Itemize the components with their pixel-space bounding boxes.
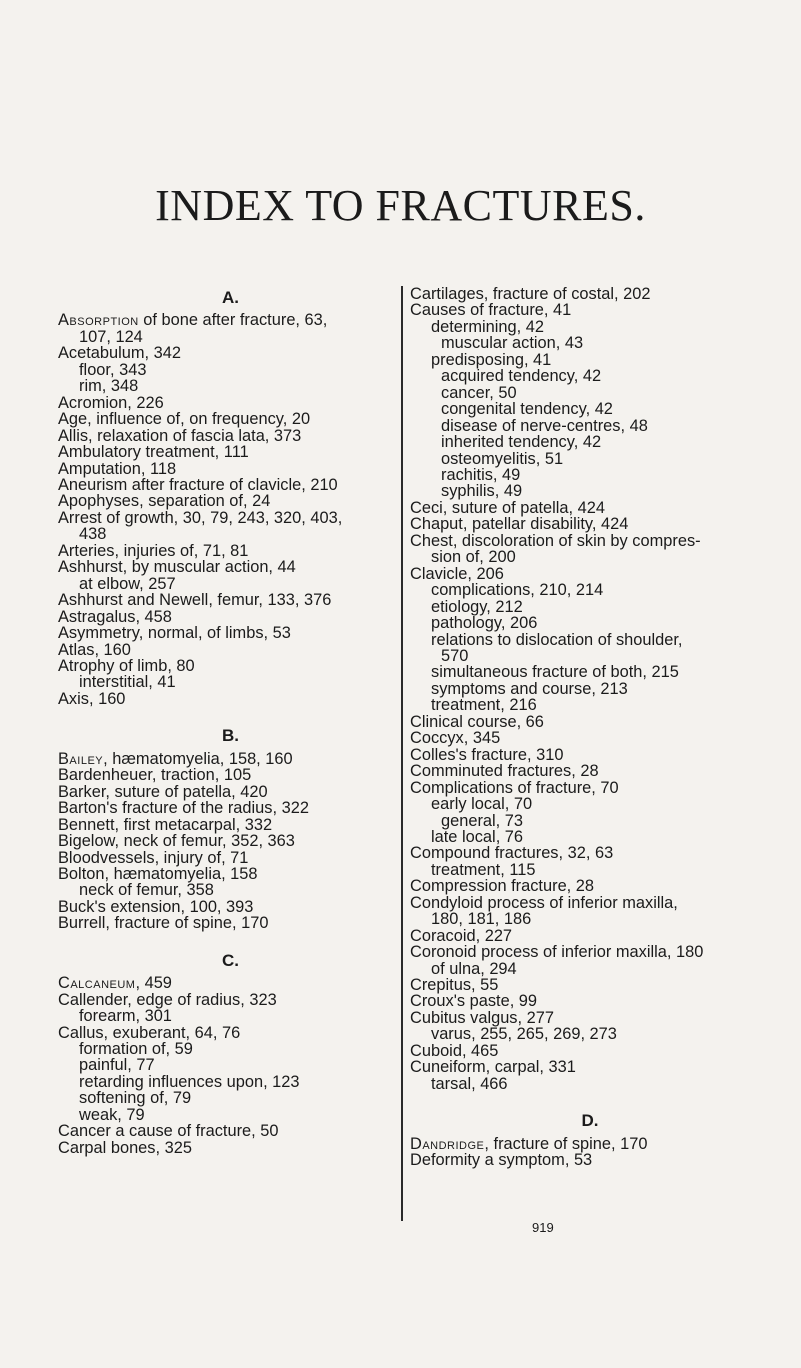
entry-text: Axis, 160 bbox=[58, 689, 126, 708]
index-entry bbox=[410, 845, 770, 861]
index-entry bbox=[58, 576, 403, 592]
index-entry bbox=[410, 714, 770, 730]
index-entry bbox=[410, 401, 770, 417]
entry-text: Allis, relaxation of fascia lata, 373 bbox=[58, 426, 302, 445]
index-entry bbox=[58, 767, 403, 783]
entry-text: Bloodvessels, injury of, 71 bbox=[58, 848, 249, 867]
index-entry bbox=[58, 609, 403, 625]
entry-text: Compression fracture, 28 bbox=[410, 877, 595, 896]
index-entry bbox=[410, 681, 770, 697]
index-entry bbox=[410, 928, 770, 944]
index-entry bbox=[58, 800, 403, 816]
entry-text: Colles's fracture, 310 bbox=[410, 745, 564, 764]
entry-text: at elbow, 257 bbox=[79, 574, 176, 593]
entry-text: Buck's extension, 100, 393 bbox=[58, 897, 254, 916]
index-entry bbox=[58, 1107, 403, 1123]
entry-text: Clavicle, 206 bbox=[410, 564, 504, 583]
entry-text: 570 bbox=[441, 646, 469, 665]
entry-text: late local, 76 bbox=[431, 827, 524, 846]
entry-text: Atrophy of limb, 80 bbox=[58, 656, 195, 675]
index-entry bbox=[410, 763, 770, 779]
index-entry bbox=[58, 312, 403, 328]
index-entry bbox=[410, 648, 770, 664]
index-entry bbox=[58, 1090, 403, 1106]
entry-text: simultaneous fracture of both, 215 bbox=[431, 663, 679, 682]
entry-text: Carpal bones, 325 bbox=[58, 1138, 192, 1157]
entry-text: 180, 181, 186 bbox=[431, 910, 532, 929]
index-entry bbox=[58, 658, 403, 674]
index-entry bbox=[410, 961, 770, 977]
entry-text: Causes of fracture, 41 bbox=[410, 301, 572, 320]
index-entry bbox=[58, 674, 403, 690]
index-entry bbox=[58, 329, 403, 345]
entry-text: Chest, discoloration of skin by compres- bbox=[410, 531, 701, 550]
index-entry bbox=[410, 1010, 770, 1026]
page-number: 919 bbox=[532, 1220, 554, 1235]
index-entry bbox=[58, 526, 403, 542]
entry-text: Comminuted fractures, 28 bbox=[410, 762, 599, 781]
index-entry bbox=[58, 345, 403, 361]
entry-text: disease of nerve-centres, 48 bbox=[441, 416, 648, 435]
entry-text: symptoms and course, 213 bbox=[431, 679, 628, 698]
entry-text: Cuboid, 465 bbox=[410, 1041, 499, 1060]
entry-text: Aneurism after fracture of clavicle, 210 bbox=[58, 475, 338, 494]
index-entry bbox=[58, 817, 403, 833]
index-entry bbox=[58, 1057, 403, 1073]
index-entry bbox=[410, 385, 770, 401]
index-entry bbox=[58, 751, 403, 767]
entry-text: Barton's fracture of the radius, 322 bbox=[58, 799, 309, 818]
entry-text: Chaput, patellar disability, 424 bbox=[410, 515, 629, 534]
entry-text: muscular action, 43 bbox=[441, 334, 584, 353]
section-letter: C. bbox=[222, 950, 239, 970]
entry-text: Cancer a cause of fracture, 50 bbox=[58, 1122, 279, 1141]
index-entry bbox=[410, 451, 770, 467]
index-entry bbox=[58, 444, 403, 460]
index-entry bbox=[58, 992, 403, 1008]
index-entry bbox=[410, 730, 770, 746]
entry-text: Bigelow, neck of femur, 352, 363 bbox=[58, 832, 295, 851]
entry-text: etiology, 212 bbox=[431, 597, 523, 616]
index-entry bbox=[58, 642, 403, 658]
entry-text: Ashhurst, by muscular action, 44 bbox=[58, 558, 296, 577]
index-entry bbox=[410, 664, 770, 680]
entry-text: syphilis, 49 bbox=[441, 482, 523, 501]
entry-text: Callus, exuberant, 64, 76 bbox=[58, 1023, 241, 1042]
index-entry bbox=[410, 813, 770, 829]
entry-text: Coronoid process of inferior maxilla, 180 bbox=[410, 943, 704, 962]
entry-text: rim, 348 bbox=[79, 377, 139, 396]
index-entry bbox=[410, 911, 770, 927]
entry-text: Bolton, hæmatomyelia, 158 bbox=[58, 864, 258, 883]
entry-text: Deformity a symptom, 53 bbox=[410, 1151, 593, 1170]
index-entry bbox=[58, 411, 403, 427]
index-entry bbox=[410, 352, 770, 368]
entry-text: Ambulatory treatment, 111 bbox=[58, 443, 249, 462]
entry-text: Callender, edge of radius, 323 bbox=[58, 990, 277, 1009]
section-letter: B. bbox=[222, 726, 239, 746]
index-entry bbox=[410, 533, 770, 549]
entry-text: determining, 42 bbox=[431, 317, 544, 336]
entry-lead-word: Bailey bbox=[58, 749, 104, 768]
entry-text: congenital tendency, 42 bbox=[441, 400, 613, 419]
entry-text: acquired tendency, 42 bbox=[441, 367, 602, 386]
entry-text: Asymmetry, normal, of limbs, 53 bbox=[58, 624, 291, 643]
entry-text: softening of, 79 bbox=[79, 1089, 192, 1108]
index-entry bbox=[58, 625, 403, 641]
index-entry bbox=[58, 510, 403, 526]
entry-text: Cartilages, fracture of costal, 202 bbox=[410, 285, 651, 303]
entry-lead-word: Dandridge bbox=[410, 1134, 485, 1153]
entry-text: Cubitus valgus, 277 bbox=[410, 1008, 554, 1027]
index-entry bbox=[58, 592, 403, 608]
entry-text: Astragalus, 458 bbox=[58, 607, 172, 626]
index-entry bbox=[410, 302, 770, 318]
index-entry bbox=[410, 549, 770, 565]
entry-text: Clinical course, 66 bbox=[410, 712, 544, 731]
index-entry bbox=[410, 335, 770, 351]
entry-text: , fracture of spine, 170 bbox=[484, 1134, 648, 1153]
index-entry bbox=[410, 615, 770, 631]
entry-text: general, 73 bbox=[441, 811, 524, 830]
entry-text: Ashhurst and Newell, femur, 133, 376 bbox=[58, 591, 332, 610]
index-entry bbox=[410, 483, 770, 499]
entry-text: Compound fractures, 32, 63 bbox=[410, 844, 614, 863]
index-entry bbox=[410, 862, 770, 878]
index-entry bbox=[58, 1123, 403, 1139]
entry-text: Barker, suture of patella, 420 bbox=[58, 782, 268, 801]
entry-text: Complications of fracture, 70 bbox=[410, 778, 619, 797]
index-entry bbox=[410, 977, 770, 993]
index-entry bbox=[410, 829, 770, 845]
index-entry bbox=[58, 493, 403, 509]
index-entry bbox=[58, 395, 403, 411]
entry-text: cancer, 50 bbox=[441, 383, 517, 402]
section-letter: D. bbox=[581, 1111, 599, 1131]
entry-text: interstitial, 41 bbox=[79, 673, 176, 692]
entry-text: forearm, 301 bbox=[79, 1007, 172, 1026]
entry-text: pathology, 206 bbox=[431, 614, 538, 633]
entry-text: Croux's paste, 99 bbox=[410, 992, 538, 1011]
index-entry bbox=[410, 944, 770, 960]
entry-text: rachitis, 49 bbox=[441, 465, 521, 484]
entry-text: Acetabulum, 342 bbox=[58, 344, 182, 363]
index-entry bbox=[410, 878, 770, 894]
entry-text: Condyloid process of inferior maxilla, bbox=[410, 893, 678, 912]
index-entry bbox=[410, 467, 770, 483]
entry-text: 438 bbox=[79, 525, 107, 544]
index-entry bbox=[58, 1025, 403, 1041]
index-entry bbox=[410, 796, 770, 812]
entry-lead-word: Calcaneum bbox=[58, 974, 136, 993]
entry-text: Coccyx, 345 bbox=[410, 729, 501, 748]
index-entry bbox=[410, 632, 770, 648]
index-entry bbox=[58, 915, 403, 931]
entry-text: complications, 210, 214 bbox=[431, 581, 604, 600]
entry-text: Bennett, first metacarpal, 332 bbox=[58, 815, 273, 834]
index-entry bbox=[58, 850, 403, 866]
entry-text: Coracoid, 227 bbox=[410, 926, 513, 945]
index-entry bbox=[58, 1140, 403, 1156]
index-entry bbox=[410, 1152, 770, 1168]
index-entry bbox=[58, 378, 403, 394]
index-entry bbox=[58, 882, 403, 898]
entry-text: , hæmatomyelia, 158, 160 bbox=[103, 749, 293, 768]
index-entry bbox=[410, 747, 770, 763]
index-entry bbox=[410, 286, 770, 302]
index-entry bbox=[58, 559, 403, 575]
entry-text: varus, 255, 265, 269, 273 bbox=[431, 1025, 617, 1044]
section-letter: A. bbox=[222, 288, 239, 307]
entry-text: Arrest of growth, 30, 79, 243, 320, 403, bbox=[58, 508, 343, 527]
entry-lead-word: Absorption bbox=[58, 311, 139, 330]
index-entry bbox=[410, 500, 770, 516]
entry-text: Amputation, 118 bbox=[58, 459, 177, 478]
entry-text: retarding influences upon, 123 bbox=[79, 1072, 300, 1091]
index-entry bbox=[410, 319, 770, 335]
entry-text: 107, 124 bbox=[79, 327, 143, 346]
index-entry bbox=[410, 1059, 770, 1075]
entry-text: Atlas, 160 bbox=[58, 640, 131, 659]
index-entry bbox=[410, 1076, 770, 1092]
entry-text: Cuneiform, carpal, 331 bbox=[410, 1058, 576, 1077]
entry-text: Acromion, 226 bbox=[58, 393, 164, 412]
entry-text: Bardenheuer, traction, 105 bbox=[58, 766, 252, 785]
entry-text: of ulna, 294 bbox=[431, 959, 517, 978]
index-entry bbox=[58, 866, 403, 882]
index-entry bbox=[410, 780, 770, 796]
index-entry bbox=[410, 1026, 770, 1042]
entry-text: Burrell, fracture of spine, 170 bbox=[58, 914, 269, 933]
index-entry bbox=[58, 691, 403, 707]
index-entry bbox=[58, 784, 403, 800]
index-entry bbox=[410, 599, 770, 615]
entry-text: painful, 77 bbox=[79, 1056, 155, 1075]
index-entry bbox=[410, 993, 770, 1009]
index-entry bbox=[58, 975, 403, 991]
page-title: INDEX TO FRACTURES. bbox=[155, 181, 646, 230]
index-entry bbox=[410, 516, 770, 532]
index-entry bbox=[410, 1136, 770, 1152]
entry-text: Crepitus, 55 bbox=[410, 976, 499, 995]
index-entry bbox=[58, 1008, 403, 1024]
index-column-right bbox=[410, 286, 770, 1169]
entry-text: , 459 bbox=[135, 974, 172, 993]
index-entry bbox=[410, 1043, 770, 1059]
entry-text: relations to dislocation of shoulder, bbox=[431, 630, 683, 649]
entry-text: weak, 79 bbox=[79, 1105, 145, 1124]
entry-text: Ceci, suture of patella, 424 bbox=[410, 498, 605, 517]
column-divider bbox=[401, 286, 403, 1221]
entry-text: sion of, 200 bbox=[431, 548, 516, 567]
index-entry bbox=[410, 566, 770, 582]
index-entry bbox=[410, 895, 770, 911]
entry-text: osteomyelitis, 51 bbox=[441, 449, 564, 468]
index-entry bbox=[58, 1074, 403, 1090]
index-entry bbox=[410, 368, 770, 384]
entry-text: treatment, 216 bbox=[431, 696, 537, 715]
entry-text: predisposing, 41 bbox=[431, 350, 552, 369]
entry-text: formation of, 59 bbox=[79, 1040, 193, 1059]
entry-text: Apophyses, separation of, 24 bbox=[58, 492, 271, 511]
index-column-left bbox=[58, 286, 403, 1156]
entry-text: floor, 343 bbox=[79, 360, 147, 379]
entry-text: treatment, 115 bbox=[431, 860, 536, 879]
index-entry bbox=[58, 543, 403, 559]
entry-text: Age, influence of, on frequency, 20 bbox=[58, 410, 311, 429]
index-entry bbox=[58, 833, 403, 849]
index-entry bbox=[58, 428, 403, 444]
entry-text: early local, 70 bbox=[431, 795, 533, 814]
entry-text: tarsal, 466 bbox=[431, 1074, 508, 1093]
index-entry bbox=[58, 1041, 403, 1057]
index-entry bbox=[410, 434, 770, 450]
entry-text: of bone after fracture, 63, bbox=[138, 311, 328, 330]
entry-text: inherited tendency, 42 bbox=[441, 433, 602, 452]
index-entry bbox=[58, 362, 403, 378]
index-entry bbox=[58, 461, 403, 477]
index-entry bbox=[58, 899, 403, 915]
index-entry bbox=[58, 477, 403, 493]
entry-text: neck of femur, 358 bbox=[79, 881, 214, 900]
index-entry bbox=[410, 582, 770, 598]
index-entry bbox=[410, 697, 770, 713]
entry-text: Arteries, injuries of, 71, 81 bbox=[58, 541, 249, 560]
index-entry bbox=[410, 418, 770, 434]
